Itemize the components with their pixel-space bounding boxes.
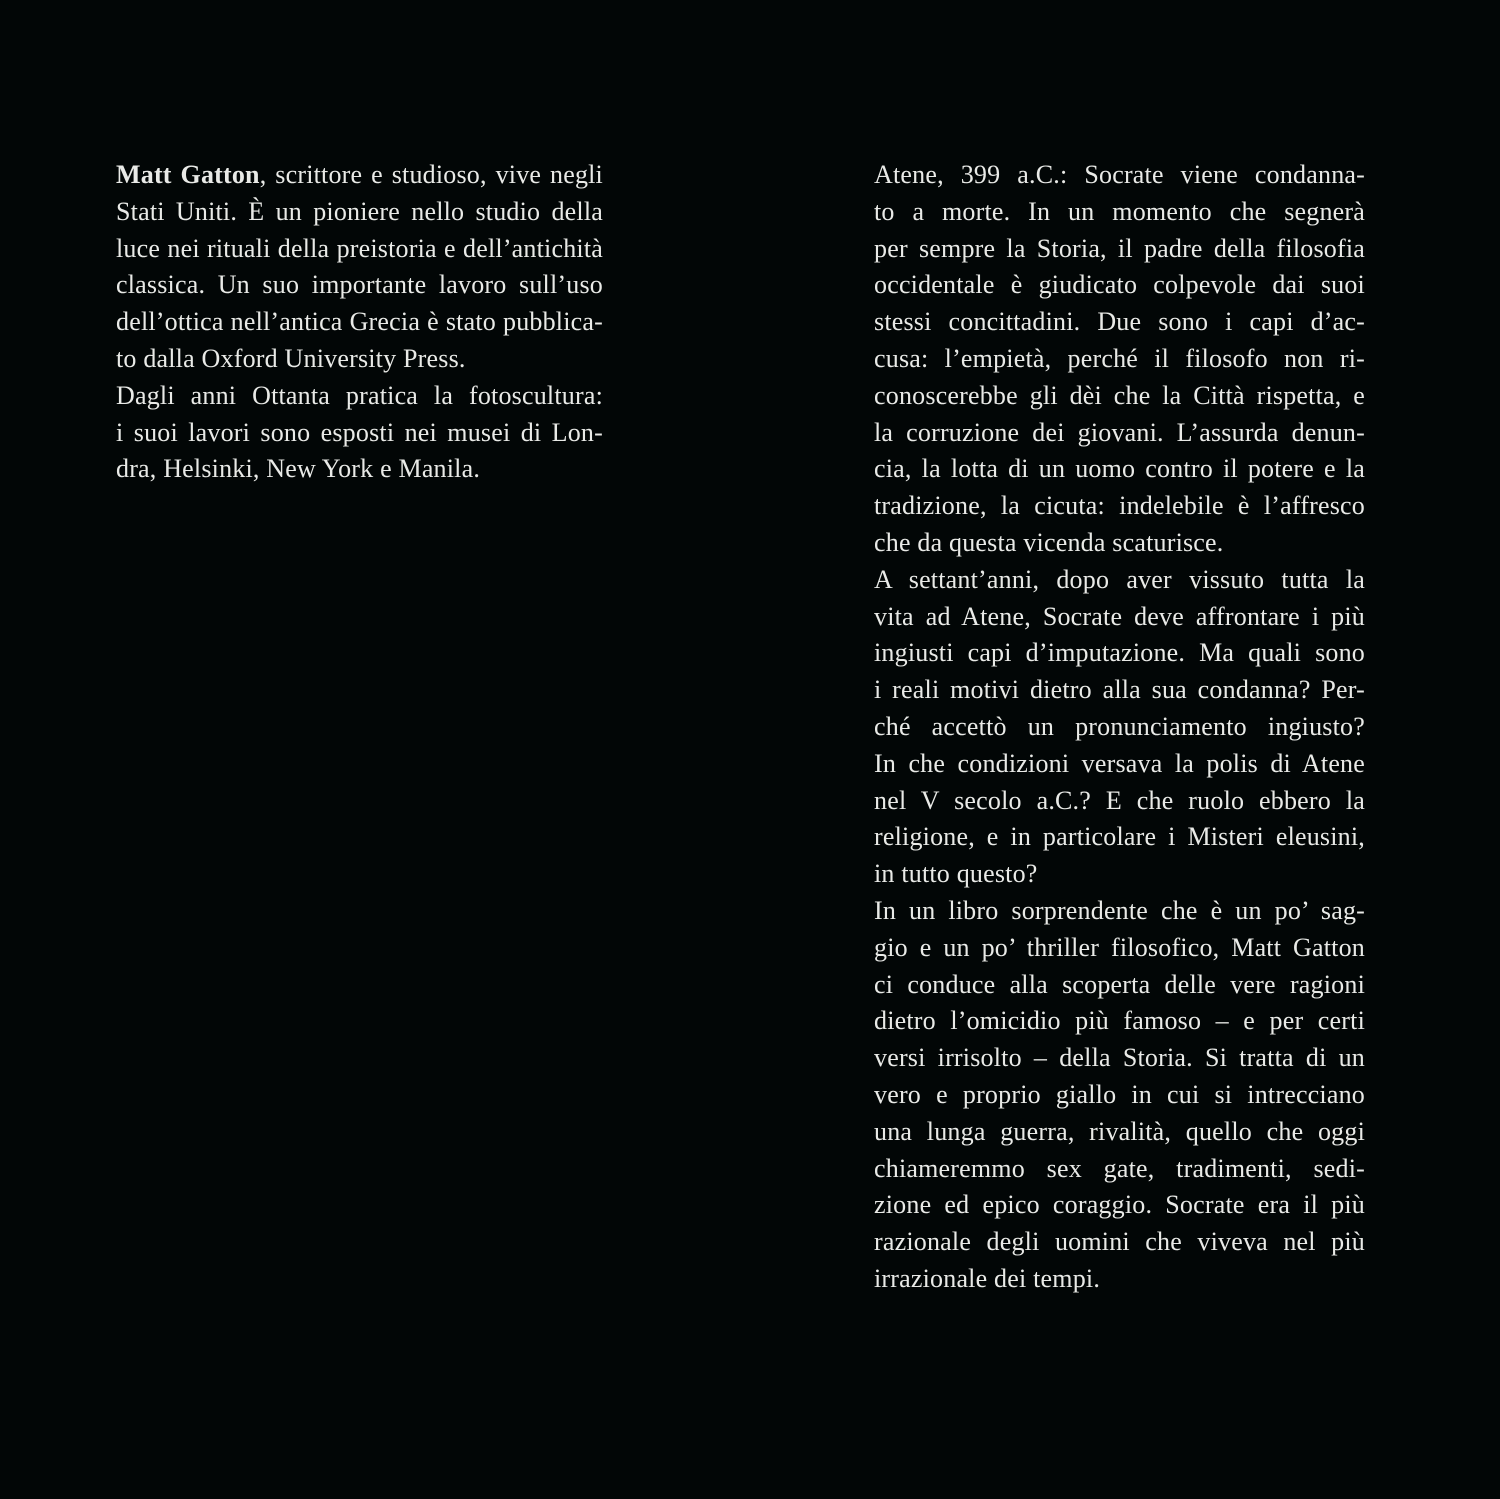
text-line: Matt Gatton, scrittore e studioso, vive negli bbox=[116, 160, 603, 189]
text-line: stessi concittadini. Due sono i capi d’ac- bbox=[874, 307, 1365, 337]
text-line: nel V secolo a.C.? E che ruolo ebbero la bbox=[874, 785, 1365, 815]
text-line: occidentale è giudicato colpevole dai suoi bbox=[874, 270, 1365, 300]
author-name: Matt Gatton bbox=[116, 160, 260, 189]
text-line: i suoi lavori sono esposti nei musei di Lon- bbox=[116, 417, 603, 447]
text-line: vita ad Atene, Socrate deve affrontare i più bbox=[874, 601, 1365, 631]
text-line: classica. Un suo importante lavoro sull’uso bbox=[116, 270, 603, 300]
text-line: versi irrisolto – della Storia. Si tratta di un bbox=[874, 1043, 1365, 1073]
text-line: vero e proprio giallo in cui si intrecciano bbox=[874, 1079, 1365, 1109]
author-bio-column bbox=[116, 157, 603, 488]
text-line: dell’ottica nell’antica Grecia è stato pubblica- bbox=[116, 307, 603, 337]
text-line: tradizione, la cicuta: indelebile è l’affresco bbox=[874, 491, 1365, 521]
text-line: In un libro sorprendente che è un po’ sag- bbox=[874, 895, 1365, 925]
text-line: Dagli anni Ottanta pratica la fotoscultura: bbox=[116, 380, 603, 410]
synopsis-column bbox=[874, 157, 1365, 1298]
text-line: irrazionale dei tempi. bbox=[874, 1263, 1101, 1293]
text-line: in tutto questo? bbox=[874, 859, 1038, 889]
text-line: i reali motivi dietro alla sua condanna? Per- bbox=[874, 675, 1365, 705]
text-line: la corruzione dei giovani. L’assurda denun- bbox=[874, 417, 1365, 447]
text-line: una lunga guerra, rivalità, quello che oggi bbox=[874, 1116, 1365, 1146]
text-line: ché accettò un pronunciamento ingiusto? bbox=[874, 711, 1365, 741]
text-line: razionale degli uomini che viveva nel più bbox=[874, 1227, 1365, 1257]
text-line: In che condizioni versava la polis di Atene bbox=[874, 748, 1365, 778]
text-line: zione ed epico coraggio. Socrate era il più bbox=[874, 1190, 1365, 1220]
text-line: cusa: l’empietà, perché il filosofo non ri- bbox=[874, 343, 1365, 373]
text-line: Stati Uniti. È un pioniere nello studio della bbox=[116, 196, 603, 226]
text-line: luce nei rituali della preistoria e dell’antichità bbox=[116, 233, 603, 263]
text-line: chiameremmo sex gate, tradimenti, sedi- bbox=[874, 1153, 1365, 1183]
text-line: che da questa vicenda scaturisce. bbox=[874, 527, 1224, 557]
text-line: ingiusti capi d’imputazione. Ma quali sono bbox=[874, 638, 1365, 668]
text-line: to a morte. In un momento che segnerà bbox=[874, 196, 1365, 226]
text-line: dietro l’omicidio più famoso – e per certi bbox=[874, 1006, 1365, 1036]
text-line: conoscerebbe gli dèi che la Città rispetta, e bbox=[874, 380, 1365, 410]
text-line: per sempre la Storia, il padre della filosofia bbox=[874, 233, 1365, 263]
text-line: gio e un po’ thriller filosofico, Matt Gatton bbox=[874, 932, 1365, 962]
text-line: dra, Helsinki, New York e Manila. bbox=[116, 454, 481, 484]
text-line: religione, e in particolare i Misteri eleusini, bbox=[874, 822, 1365, 852]
text-line: ci conduce alla scoperta delle vere ragioni bbox=[874, 969, 1365, 999]
text-line: to dalla Oxford University Press. bbox=[116, 343, 466, 373]
text-line: A settant’anni, dopo aver vissuto tutta la bbox=[874, 564, 1365, 594]
text-line: cia, la lotta di un uomo contro il potere e la bbox=[874, 454, 1365, 484]
text-line: Atene, 399 a.C.: Socrate viene condanna- bbox=[874, 160, 1365, 189]
